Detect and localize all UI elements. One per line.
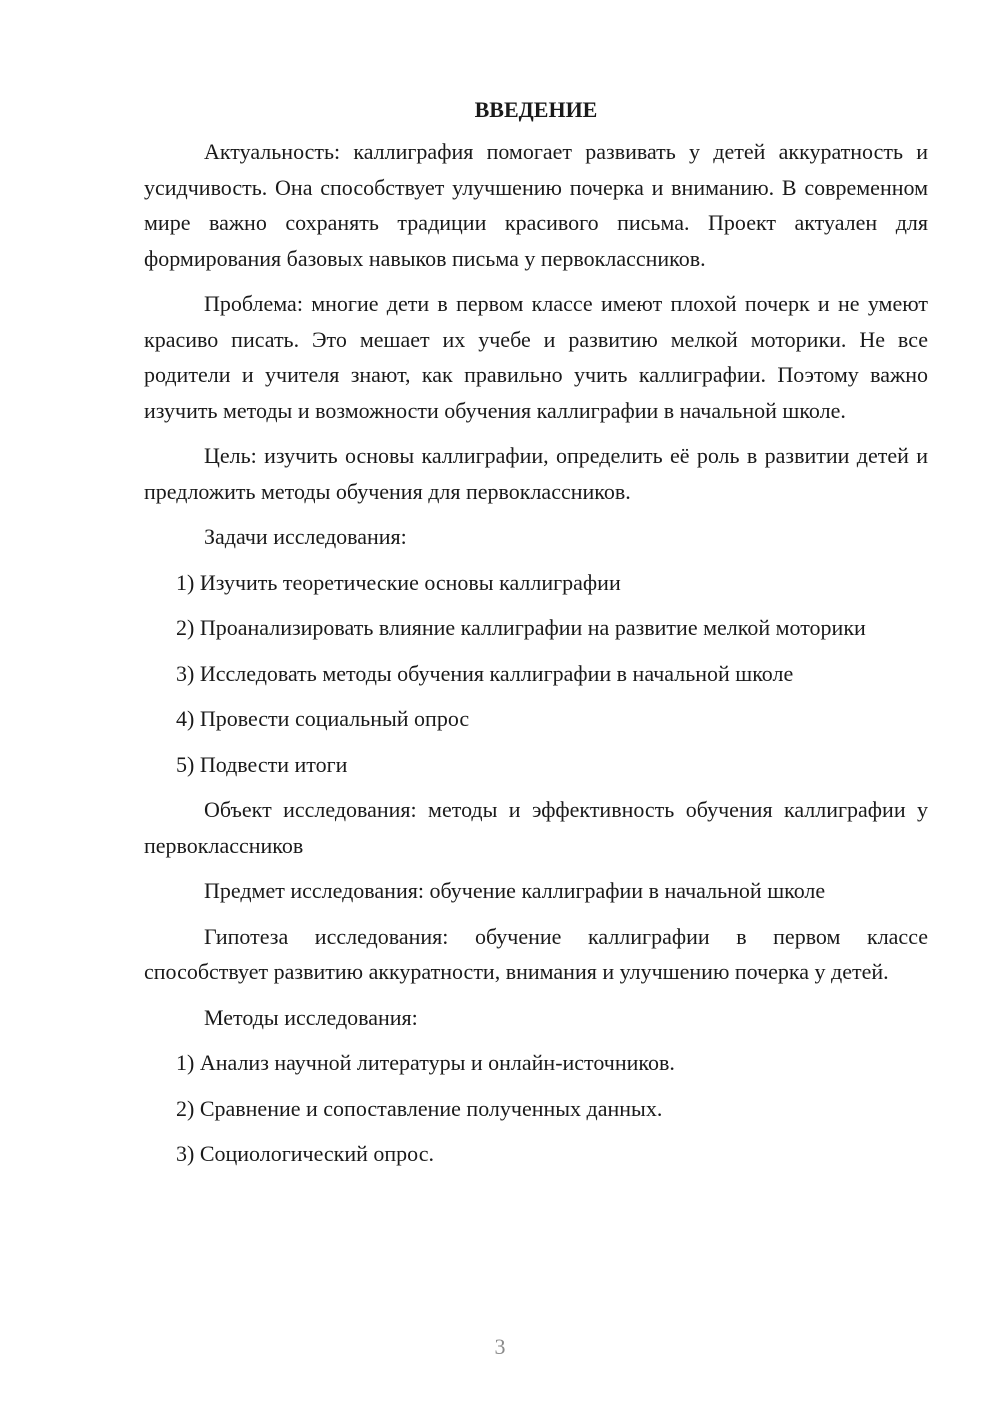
task-item-2: 2) Проанализировать влияние каллиграфии на развитие мелкой моторики bbox=[176, 615, 866, 640]
relevance-rest: аккуратность и усидчивость. Она способствует улучшению почерка и вниманию. В современном мире важно сохранять традиции красивого письма. Проект актуален для формирования базовых навыков письма у первоклассников. bbox=[144, 139, 929, 271]
task-item-5: 5) Подвести итоги bbox=[176, 751, 348, 777]
relevance-first-line: Актуальность: каллиграфия помогает развивать у детей bbox=[204, 139, 766, 164]
task-item-4: 4) Провести социальный опрос bbox=[176, 706, 470, 731]
paragraph-goal: Цель: изучить основы каллиграфии, определить её роль в развитии детей и предложить методы обучения для первоклассников. bbox=[144, 443, 928, 504]
page-title: ВВЕДЕНИЕ bbox=[474, 97, 598, 122]
paragraph-subject: Предмет исследования: обучение каллиграфии в начальной школе bbox=[204, 878, 826, 903]
page-number: 3 bbox=[494, 1334, 506, 1359]
tasks-heading: Задачи исследования: bbox=[204, 524, 407, 549]
paragraph-hypothesis: Гипотеза исследования: обучение каллиграфии в первом классе способствует развитию аккуратности, внимания и улучшению почерка у детей. bbox=[144, 923, 928, 984]
method-item-3: 3) Социологический опрос. bbox=[176, 1141, 434, 1166]
task-item-3: 3) Исследовать методы обучения каллиграфии в начальной школе bbox=[176, 660, 794, 686]
paragraph-problem: Проблема: многие дети в первом классе имеют плохой почерк и не умеют красиво писать. Это мешает их учебе и развитию мелкой моторики. Не все родители и учителя знают, как правильно учить каллиграфии. Поэтому важно изучить методы и возможности обучения каллиграфии в начальной школе. bbox=[144, 291, 928, 423]
method-item-2: 2) Сравнение и сопоставление полученных данных. bbox=[176, 1095, 663, 1121]
document-body bbox=[144, 92, 928, 1172]
methods-heading: Методы исследования: bbox=[204, 1004, 418, 1030]
task-item-1: 1) Изучить теоретические основы каллиграфии bbox=[176, 569, 621, 595]
paragraph-object: Объект исследования: методы и эффективность обучения каллиграфии у первоклассников bbox=[144, 797, 928, 858]
method-item-1: 1) Анализ научной литературы и онлайн-источников. bbox=[176, 1050, 675, 1075]
paragraph-relevance bbox=[144, 134, 928, 276]
